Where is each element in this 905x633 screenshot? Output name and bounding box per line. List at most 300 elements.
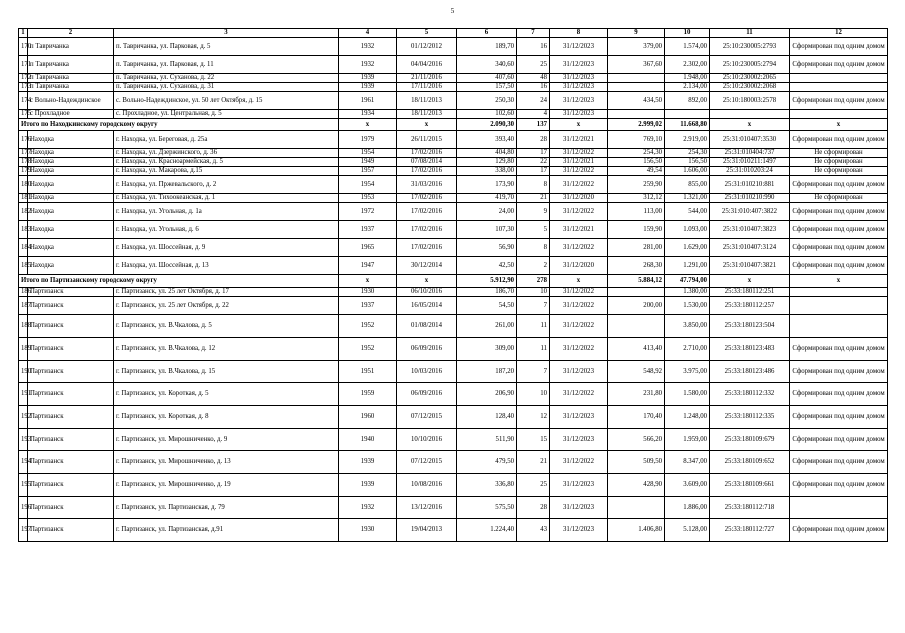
- table-cell: 180: [19, 176, 28, 194]
- table-cell: 31/12/2022: [550, 288, 608, 297]
- table-cell: 31/12/2023: [550, 83, 608, 92]
- table-cell: 07/12/2015: [397, 406, 457, 429]
- column-number: 3: [114, 29, 339, 38]
- table-cell: Сформирован под одним домом: [790, 383, 888, 406]
- table-cell: Партизанск: [28, 315, 114, 338]
- table-cell: 367,60: [608, 56, 665, 74]
- table-cell: г. Находка, ул. Тихоокеанская, д. 1: [114, 194, 339, 203]
- column-number: 7: [517, 29, 550, 38]
- table-cell: 187,20: [457, 361, 517, 383]
- table-cell: 31/12/2022: [550, 239, 608, 257]
- table-cell: 548,92: [608, 361, 665, 383]
- table-cell: 25:33:180109:679: [710, 429, 790, 451]
- table-cell: 2.919,00: [665, 131, 710, 149]
- table-cell: 511,90: [457, 429, 517, 451]
- table-cell: [608, 315, 665, 338]
- table-cell: 3.609,00: [665, 474, 710, 497]
- table-cell: 1.530,00: [665, 297, 710, 315]
- table-cell: Находка: [28, 149, 114, 158]
- table-cell: [608, 497, 665, 519]
- table-cell: 16: [517, 38, 550, 56]
- subtotal-cell: x: [339, 119, 397, 131]
- table-cell: 31/12/2023: [550, 56, 608, 74]
- table-cell: 22: [517, 158, 550, 167]
- table-cell: 261,00: [457, 315, 517, 338]
- table-cell: 171: [19, 56, 28, 74]
- table-row: [19, 315, 888, 338]
- table-cell: 15: [517, 429, 550, 451]
- table-cell: 128,40: [457, 406, 517, 429]
- column-number: 12: [790, 29, 888, 38]
- table-cell: 8: [517, 239, 550, 257]
- table-cell: 1.248,00: [665, 406, 710, 429]
- table-cell: 31/12/2022: [550, 203, 608, 221]
- table-row: [19, 497, 888, 519]
- table-cell: 31/12/2023: [550, 110, 608, 119]
- table-cell: 25:31:010404:737: [710, 149, 790, 158]
- table-cell: 1930: [339, 288, 397, 297]
- subtotal-cell: x: [339, 275, 397, 288]
- table-cell: 11: [517, 338, 550, 361]
- subtotal-cell: 47.794,00: [665, 275, 710, 288]
- table-cell: 31/12/2023: [550, 429, 608, 451]
- table-cell: 336,80: [457, 474, 517, 497]
- subtotal-cell: x: [790, 119, 888, 131]
- table-cell: 1.574,00: [665, 38, 710, 56]
- table-cell: 254,30: [608, 149, 665, 158]
- table-row: [19, 131, 888, 149]
- table-cell: 56,90: [457, 239, 517, 257]
- table-cell: 06/09/2016: [397, 338, 457, 361]
- table-cell: 31/12/2022: [550, 451, 608, 474]
- table-cell: [790, 315, 888, 338]
- column-number-row: [19, 29, 888, 38]
- table-row: [19, 203, 888, 221]
- table-cell: 31/12/2022: [550, 338, 608, 361]
- table-cell: 9: [517, 203, 550, 221]
- table-cell: 1949: [339, 158, 397, 167]
- table-row: [19, 406, 888, 429]
- table-cell: 01/12/2012: [397, 38, 457, 56]
- column-number: 10: [665, 29, 710, 38]
- table-cell: 28: [517, 497, 550, 519]
- table-cell: г. Находка, ул. Береговая, д. 25а: [114, 131, 339, 149]
- table-cell: Не сформирован: [790, 194, 888, 203]
- table-cell: 892,00: [665, 92, 710, 110]
- table-cell: п Тавричанка: [28, 74, 114, 83]
- table-cell: 183: [19, 221, 28, 239]
- table-cell: Партизанск: [28, 288, 114, 297]
- table-cell: [790, 110, 888, 119]
- table-cell: п. Тавричанка, ул. Суханова, д. 31: [114, 83, 339, 92]
- table-cell: 17/02/2016: [397, 221, 457, 239]
- table-cell: п. Тавричанка, ул. Парковая, д. 5: [114, 38, 339, 56]
- table-cell: 1957: [339, 167, 397, 176]
- table-cell: 178: [19, 158, 28, 167]
- table-cell: 19/04/2013: [397, 519, 457, 542]
- table-cell: 2.710,00: [665, 338, 710, 361]
- column-number: 8: [550, 29, 608, 38]
- subtotal-label: Итого по Находкинскому городскому округу: [19, 119, 339, 131]
- table-cell: 17/02/2016: [397, 149, 457, 158]
- table-cell: г. Партизанск, ул. В.Чкалова, д. 5: [114, 315, 339, 338]
- table-cell: 1932: [339, 497, 397, 519]
- subtotal-cell: 2.090,30: [457, 119, 517, 131]
- table-cell: 7: [517, 297, 550, 315]
- table-cell: 1.629,00: [665, 239, 710, 257]
- table-cell: Сформирован под одним домом: [790, 176, 888, 194]
- table-cell: 21/11/2016: [397, 74, 457, 83]
- subtotal-cell: x: [397, 119, 457, 131]
- table-cell: 197: [19, 519, 28, 542]
- table-cell: 170: [19, 38, 28, 56]
- table-cell: 1979: [339, 131, 397, 149]
- table-cell: 192: [19, 406, 28, 429]
- table-cell: Сформирован под одним домом: [790, 406, 888, 429]
- column-number: 6: [457, 29, 517, 38]
- table-row: [19, 167, 888, 176]
- table-cell: 31/12/2023: [550, 361, 608, 383]
- table-cell: 113,00: [608, 203, 665, 221]
- table-cell: 25:33:180112:335: [710, 406, 790, 429]
- table-cell: 31/12/2021: [550, 158, 608, 167]
- table-cell: 259,90: [608, 176, 665, 194]
- table-cell: Сформирован под одним домом: [790, 56, 888, 74]
- table-cell: [710, 110, 790, 119]
- table-row: [19, 474, 888, 497]
- table-cell: 1.291,00: [665, 257, 710, 275]
- table-cell: 25:33:180123:486: [710, 361, 790, 383]
- table-cell: Партизанск: [28, 297, 114, 315]
- table-cell: 25:10:230002:2065: [710, 74, 790, 83]
- table-cell: 566,20: [608, 429, 665, 451]
- table-cell: 159,90: [608, 221, 665, 239]
- table-cell: 107,30: [457, 221, 517, 239]
- table-cell: 173: [19, 83, 28, 92]
- table-row: [19, 383, 888, 406]
- table-cell: 1937: [339, 297, 397, 315]
- table-cell: 25:10:230005:2793: [710, 38, 790, 56]
- table-row: [19, 451, 888, 474]
- table-cell: 1954: [339, 149, 397, 158]
- table-cell: 28: [517, 131, 550, 149]
- table-cell: Партизанск: [28, 406, 114, 429]
- table-cell: 25:31:010:407:3822: [710, 203, 790, 221]
- table-cell: Партизанск: [28, 383, 114, 406]
- table-cell: 189,70: [457, 38, 517, 56]
- table-cell: Партизанск: [28, 429, 114, 451]
- table-cell: г. Партизанск, ул. Мирошниченко, д. 13: [114, 451, 339, 474]
- table-cell: 31/12/2021: [550, 131, 608, 149]
- table-cell: 1.886,00: [665, 497, 710, 519]
- table-cell: 25:31:010407:3821: [710, 257, 790, 275]
- table-cell: 31/12/2022: [550, 383, 608, 406]
- table-cell: Сформирован под одним домом: [790, 221, 888, 239]
- table-cell: 1939: [339, 451, 397, 474]
- table-cell: [790, 297, 888, 315]
- table-cell: 42,50: [457, 257, 517, 275]
- table-cell: Находка: [28, 167, 114, 176]
- subtotal-cell: x: [397, 275, 457, 288]
- table-cell: 191: [19, 383, 28, 406]
- table-cell: 25:33:180112:718: [710, 497, 790, 519]
- table-cell: 189: [19, 338, 28, 361]
- table-cell: 43: [517, 519, 550, 542]
- table-cell: 18/11/2013: [397, 92, 457, 110]
- table-cell: 1954: [339, 176, 397, 194]
- table-cell: 06/10/2016: [397, 288, 457, 297]
- table-row: [19, 297, 888, 315]
- column-number: 5: [397, 29, 457, 38]
- table-cell: 190: [19, 361, 28, 383]
- table-cell: 1.224,40: [457, 519, 517, 542]
- table-cell: 31/03/2016: [397, 176, 457, 194]
- table-cell: 10/10/2016: [397, 429, 457, 451]
- subtotal-cell: x: [550, 119, 608, 131]
- table-cell: 185: [19, 257, 28, 275]
- table-cell: 30/12/2014: [397, 257, 457, 275]
- table-cell: Находка: [28, 221, 114, 239]
- table-cell: 404,80: [457, 149, 517, 158]
- table-cell: 25:33:180123:483: [710, 338, 790, 361]
- subtotal-row: [19, 275, 888, 288]
- table-cell: г. Партизанск, ул. 25 лет Октября, д. 17: [114, 288, 339, 297]
- table-cell: Находка: [28, 194, 114, 203]
- table-cell: п. Тавричанка, ул. Суханова, д. 22: [114, 74, 339, 83]
- column-number: 11: [710, 29, 790, 38]
- table-cell: 25:31:010203:24: [710, 167, 790, 176]
- subtotal-cell: x: [710, 119, 790, 131]
- table-cell: 268,30: [608, 257, 665, 275]
- table-cell: 1960: [339, 406, 397, 429]
- table-cell: п. Тавричанка, ул. Парковая, д. 11: [114, 56, 339, 74]
- housing-registry-table: [18, 28, 888, 542]
- table-cell: 1951: [339, 361, 397, 383]
- table-cell: 31/12/2022: [550, 176, 608, 194]
- table-cell: 174: [19, 92, 28, 110]
- table-row: [19, 194, 888, 203]
- table-cell: 434,50: [608, 92, 665, 110]
- table-cell: 16: [517, 83, 550, 92]
- subtotal-row: [19, 119, 888, 131]
- table-row: [19, 239, 888, 257]
- table-cell: 25:33:180112:257: [710, 297, 790, 315]
- table-cell: 25:31:010407:3823: [710, 221, 790, 239]
- table-cell: Находка: [28, 257, 114, 275]
- table-cell: г. Партизанск, ул. Партизанская, д. 79: [114, 497, 339, 519]
- table-cell: 157,50: [457, 83, 517, 92]
- table-cell: 4: [517, 110, 550, 119]
- table-cell: 17: [517, 167, 550, 176]
- table-cell: 31/12/2022: [550, 149, 608, 158]
- table-row: [19, 110, 888, 119]
- table-cell: г. Находка, ул. Дзержинского, д. 36: [114, 149, 339, 158]
- table-cell: 129,80: [457, 158, 517, 167]
- table-cell: 25:10:230005:2794: [710, 56, 790, 74]
- table-cell: 407,60: [457, 74, 517, 83]
- table-cell: 31/12/2023: [550, 497, 608, 519]
- table-cell: 195: [19, 474, 28, 497]
- table-cell: Не сформирован: [790, 167, 888, 176]
- table-cell: 186: [19, 288, 28, 297]
- table-cell: 1939: [339, 83, 397, 92]
- table-cell: 1947: [339, 257, 397, 275]
- subtotal-cell: 5.912,90: [457, 275, 517, 288]
- table-row: [19, 221, 888, 239]
- table-cell: 1953: [339, 194, 397, 203]
- table-cell: [608, 83, 665, 92]
- table-cell: 25:33:180112:251: [710, 288, 790, 297]
- table-cell: 1952: [339, 338, 397, 361]
- table-cell: 17/02/2016: [397, 167, 457, 176]
- table-cell: 1.948,00: [665, 74, 710, 83]
- table-cell: 419,70: [457, 194, 517, 203]
- table-cell: г. Партизанск, ул. Короткая, д. 5: [114, 383, 339, 406]
- table-cell: 1.093,00: [665, 221, 710, 239]
- table-cell: Сформирован под одним домом: [790, 257, 888, 275]
- table-cell: 1.580,00: [665, 383, 710, 406]
- table-cell: 281,00: [608, 239, 665, 257]
- table-cell: Партизанск: [28, 451, 114, 474]
- table-cell: [790, 74, 888, 83]
- table-cell: 187: [19, 297, 28, 315]
- table-cell: 25:10:230002:2068: [710, 83, 790, 92]
- table-cell: 1932: [339, 56, 397, 74]
- table-cell: 16/05/2014: [397, 297, 457, 315]
- table-cell: 31/12/2020: [550, 194, 608, 203]
- subtotal-cell: 137: [517, 119, 550, 131]
- table-cell: 1.959,00: [665, 429, 710, 451]
- table-cell: 413,40: [608, 338, 665, 361]
- table-cell: 17: [517, 149, 550, 158]
- table-row: [19, 429, 888, 451]
- table-cell: 172: [19, 74, 28, 83]
- table-cell: Находка: [28, 203, 114, 221]
- table-cell: г. Партизанск, ул. В.Чкалова, д. 15: [114, 361, 339, 383]
- table-cell: г. Находка, ул. Красноармейская, д. 5: [114, 158, 339, 167]
- table-cell: 07/08/2014: [397, 158, 457, 167]
- table-row: [19, 38, 888, 56]
- table-cell: 11: [517, 315, 550, 338]
- table-cell: Сформирован под одним домом: [790, 474, 888, 497]
- table-cell: [608, 110, 665, 119]
- table-cell: г. Находка, ул. Угольная, д. 1а: [114, 203, 339, 221]
- table-row: [19, 519, 888, 542]
- table-cell: 1937: [339, 221, 397, 239]
- table-cell: 3.975,00: [665, 361, 710, 383]
- table-cell: 1939: [339, 74, 397, 83]
- table-cell: 49,54: [608, 167, 665, 176]
- table-cell: 188: [19, 315, 28, 338]
- table-cell: 17/02/2016: [397, 194, 457, 203]
- table-cell: 312,12: [608, 194, 665, 203]
- table-cell: 5.128,00: [665, 519, 710, 542]
- table-cell: 177: [19, 149, 28, 158]
- table-cell: п Тавричанка: [28, 56, 114, 74]
- table-cell: [665, 110, 710, 119]
- table-cell: 179: [19, 167, 28, 176]
- table-cell: 10: [517, 383, 550, 406]
- table-cell: г. Партизанск, ул. 25 лет Октября, д. 22: [114, 297, 339, 315]
- column-number: 2: [28, 29, 114, 38]
- table-cell: с. Вольно-Надеждинское, ул. 50 лет Октября, д. 15: [114, 92, 339, 110]
- column-number: 1: [19, 29, 28, 38]
- table-cell: 196: [19, 497, 28, 519]
- table-cell: Находка: [28, 239, 114, 257]
- table-cell: 25:33:180123:504: [710, 315, 790, 338]
- table-cell: 393,40: [457, 131, 517, 149]
- subtotal-label: Итого по Партизанскому городскому округу: [19, 275, 339, 288]
- table-cell: [790, 288, 888, 297]
- table-cell: 1939: [339, 474, 397, 497]
- table-cell: 1972: [339, 203, 397, 221]
- column-number: 4: [339, 29, 397, 38]
- table-cell: Партизанск: [28, 361, 114, 383]
- table-cell: [790, 497, 888, 519]
- table-cell: 173,90: [457, 176, 517, 194]
- table-cell: Сформирован под одним домом: [790, 131, 888, 149]
- table-cell: Не сформирован: [790, 158, 888, 167]
- table-cell: 1.380,00: [665, 288, 710, 297]
- table-cell: 769,10: [608, 131, 665, 149]
- table-cell: 855,00: [665, 176, 710, 194]
- table-cell: 181: [19, 194, 28, 203]
- table-cell: Сформирован под одним домом: [790, 38, 888, 56]
- table-cell: 10: [517, 288, 550, 297]
- table-cell: 06/09/2016: [397, 383, 457, 406]
- table-cell: 8: [517, 176, 550, 194]
- table-cell: 17/11/2016: [397, 83, 457, 92]
- table-cell: 25:33:180112:727: [710, 519, 790, 542]
- table-cell: Партизанск: [28, 474, 114, 497]
- table-cell: 186,70: [457, 288, 517, 297]
- subtotal-cell: x: [550, 275, 608, 288]
- table-cell: 21: [517, 451, 550, 474]
- table-cell: 48: [517, 74, 550, 83]
- table-cell: 31/12/2023: [550, 406, 608, 429]
- subtotal-cell: 2.999,02: [608, 119, 665, 131]
- table-cell: 21: [517, 194, 550, 203]
- table-cell: 31/12/2023: [550, 92, 608, 110]
- table-cell: с Прохладное: [28, 110, 114, 119]
- table-cell: Не сформирован: [790, 149, 888, 158]
- table-cell: 13/12/2016: [397, 497, 457, 519]
- table-cell: 26/11/2015: [397, 131, 457, 149]
- table-cell: г. Находка, ул. Макарова, д.15: [114, 167, 339, 176]
- table-cell: 156,50: [665, 158, 710, 167]
- table-cell: 182: [19, 203, 28, 221]
- table-cell: с Вольно-Надеждинское: [28, 92, 114, 110]
- table-cell: п Тавричанка: [28, 38, 114, 56]
- table-cell: 3.850,00: [665, 315, 710, 338]
- table-cell: 1930: [339, 519, 397, 542]
- table-cell: 250,30: [457, 92, 517, 110]
- table-cell: 7: [517, 361, 550, 383]
- table-cell: г. Находка, ул. Шоссейная, д. 9: [114, 239, 339, 257]
- subtotal-cell: 5.884,12: [608, 275, 665, 288]
- table-cell: 5: [517, 221, 550, 239]
- table-cell: 2.134,00: [665, 83, 710, 92]
- table-cell: 206,90: [457, 383, 517, 406]
- table-cell: Партизанск: [28, 497, 114, 519]
- table-cell: 544,00: [665, 203, 710, 221]
- table-cell: 379,00: [608, 38, 665, 56]
- table-cell: 2.302,00: [665, 56, 710, 74]
- table-cell: г. Находка, ул. Пржевальского, д. 2: [114, 176, 339, 194]
- table-cell: с. Прохладное, ул. Центральная, д. 5: [114, 110, 339, 119]
- table-cell: 1940: [339, 429, 397, 451]
- table-cell: 1934: [339, 110, 397, 119]
